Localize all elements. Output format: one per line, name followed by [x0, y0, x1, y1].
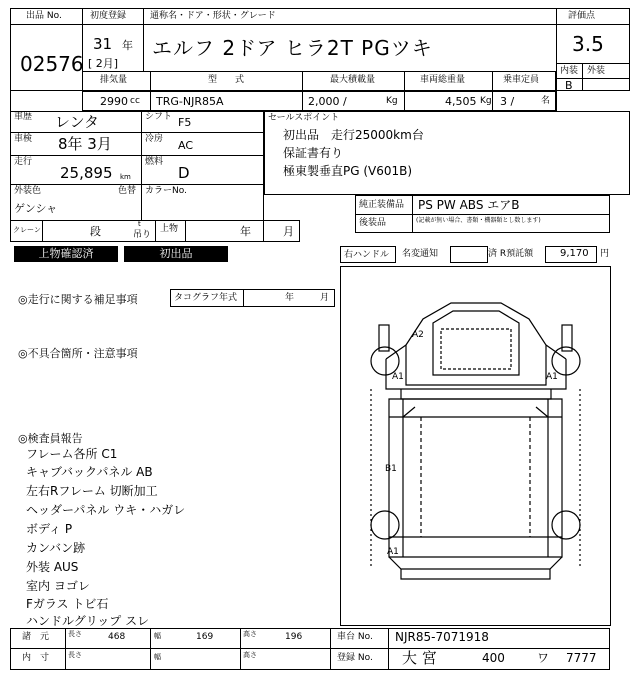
name-change-label: 名変通知	[402, 249, 439, 259]
rhd-badge: 右ハンドル	[340, 246, 396, 263]
width: 169	[196, 632, 214, 642]
inspector-line-9: Fガラス トビ石	[26, 597, 109, 611]
defects-label: ◎不具合箇所・注意事項	[18, 347, 138, 360]
capacity-unit: 名	[541, 96, 551, 106]
genuine-equipment-label: 純正装備品	[359, 200, 405, 210]
ac-label: 冷房	[145, 134, 164, 144]
payload-label: 最大積載量	[330, 75, 376, 85]
truck-diagram-icon	[341, 267, 610, 625]
capacity-label: 乗車定員	[503, 75, 540, 85]
mark-a1-right: A1	[546, 372, 558, 382]
footer-box	[10, 628, 610, 670]
capacity: 3 /	[500, 95, 515, 108]
reg-place: 大 宮	[402, 649, 437, 667]
crane-stages: 段	[90, 225, 101, 238]
tacho-label: タコグラフ年式	[174, 293, 238, 303]
inspector-line-5: ボディ P	[26, 522, 73, 536]
reg-kana: ワ	[537, 651, 550, 665]
sales-point-line-2: 保証書有り	[283, 146, 344, 160]
ext-color: ゲンシャ	[14, 202, 58, 215]
upper-confirmed-badge: 上物確認済	[14, 246, 118, 262]
score: 3.5	[572, 32, 604, 56]
upper-month: 月	[283, 225, 294, 238]
inspector-line-1: フレーム各所 C1	[26, 447, 118, 461]
interior-width-label: 幅	[154, 653, 161, 661]
payload: 2,000 /	[308, 95, 347, 108]
color-change-label: 色替	[118, 186, 137, 196]
width-label: 幅	[154, 632, 161, 640]
inspection-label: 車検	[14, 134, 33, 144]
interior-grade-label: 内装	[560, 66, 579, 76]
inspector-label: ◎検査員報告	[18, 432, 83, 445]
color-no-label: カラーNo.	[145, 186, 187, 196]
interior-height-label: 高さ	[243, 651, 257, 659]
shift: F5	[178, 116, 192, 129]
model: TRG-NJR85A	[156, 95, 224, 108]
fuel-label: 燃料	[145, 157, 164, 167]
height: 196	[285, 632, 303, 642]
damage-diagram	[340, 266, 611, 626]
displacement: 2990	[100, 95, 128, 108]
reg-class: 400	[482, 651, 505, 665]
inspection: 8年 3月	[58, 135, 112, 153]
interior-dims-label: 内 寸	[22, 653, 50, 663]
inspector-line-3: 左右Rフレーム 切断加工	[26, 484, 158, 498]
aftermarket-label: 後装品	[359, 218, 387, 228]
model-label: 型 式	[208, 75, 245, 85]
recycle-amount: 9,170	[560, 248, 589, 259]
chassis-label: 車台 No.	[337, 632, 373, 642]
name-change-box	[450, 246, 488, 263]
crane-tonnage-unit: t	[138, 220, 141, 228]
inspector-line-8: 室内 ヨゴレ	[26, 579, 90, 593]
first-reg-label: 初度登録	[90, 11, 127, 21]
fuel: D	[178, 164, 190, 182]
crane-suspended: 吊り	[133, 230, 152, 240]
upper-year: 年	[240, 225, 251, 238]
vehicle-name-label: 通称名・ドア・形状・グレード	[150, 11, 276, 21]
gross-unit: Kg	[480, 96, 492, 106]
inspector-line-4: ヘッダーパネル ウキ・ハガレ	[26, 503, 186, 517]
inspector-line-10: ハンドルグリップ スレ	[26, 614, 150, 628]
displacement-label: 排気量	[100, 75, 128, 85]
inspector-line-2: キャブバックパネル AB	[26, 465, 153, 479]
reg-label: 登録 No.	[337, 653, 373, 663]
sales-point-line-3: 極東製垂直PG (V601B)	[283, 164, 413, 178]
recycle-label: 済 R預託額	[488, 249, 534, 259]
exterior-grade-label: 外装	[587, 66, 606, 76]
driving-notes-label: ◎走行に関する補足事項	[18, 293, 138, 306]
sales-point-line-1: 初出品 走行25000km台	[283, 128, 424, 142]
history-label: 車歴	[14, 112, 33, 122]
dims-label: 諸 元	[22, 632, 50, 642]
mileage: 25,895	[60, 164, 113, 182]
tacho-year: 年	[285, 293, 295, 303]
ext-color-label: 外装色	[14, 186, 42, 196]
sales-points-label: セールスポイント	[268, 113, 340, 123]
reg-year-unit: 年	[122, 39, 133, 52]
ac: AC	[178, 139, 194, 152]
height-label: 高さ	[243, 630, 257, 638]
inspector-line-7: 外装 AUS	[26, 560, 79, 574]
length: 468	[108, 632, 126, 642]
interior-length-label: 長さ	[68, 651, 82, 659]
reg-year: 31	[93, 35, 113, 53]
interior-grade: B	[565, 79, 573, 92]
mileage-unit: km	[120, 173, 131, 181]
gross-label: 車両総重量	[420, 75, 466, 85]
score-label: 評価点	[568, 11, 596, 21]
lot-label: 出品 No.	[26, 11, 62, 21]
upper-label: 上物	[160, 224, 179, 234]
lot-number: 02576	[20, 52, 84, 76]
crane-label: クレーン	[13, 226, 41, 234]
aftermarket-note: (記載が無い場合、書類・機器類とし数します)	[416, 217, 541, 224]
mileage-label: 走行	[14, 157, 33, 167]
shift-label: シフト	[145, 112, 173, 122]
mark-a1-bottom: A1	[387, 547, 399, 557]
recycle-unit: 円	[600, 249, 610, 259]
displacement-unit: cc	[130, 96, 140, 106]
gross: 4,505	[445, 95, 477, 108]
vehicle-name: エルフ 2ドア ヒラ2T PGツキ	[152, 36, 433, 60]
inspector-line-6: カンバン跡	[26, 541, 86, 555]
mark-b1: B1	[385, 464, 397, 474]
length-label: 長さ	[68, 630, 82, 638]
tacho-month: 月	[320, 293, 330, 303]
chassis-number: NJR85-7071918	[395, 630, 489, 644]
history: レンタ	[55, 113, 100, 131]
mark-a1-left: A1	[392, 372, 404, 382]
reg-number: 7777	[566, 651, 597, 665]
genuine-equipment: PS PW ABS エアB	[418, 198, 520, 212]
mark-a2: A2	[412, 330, 424, 340]
payload-unit: Kg	[386, 96, 398, 106]
reg-month: [ 2月]	[88, 57, 119, 70]
first-listing-badge: 初出品	[124, 246, 228, 262]
